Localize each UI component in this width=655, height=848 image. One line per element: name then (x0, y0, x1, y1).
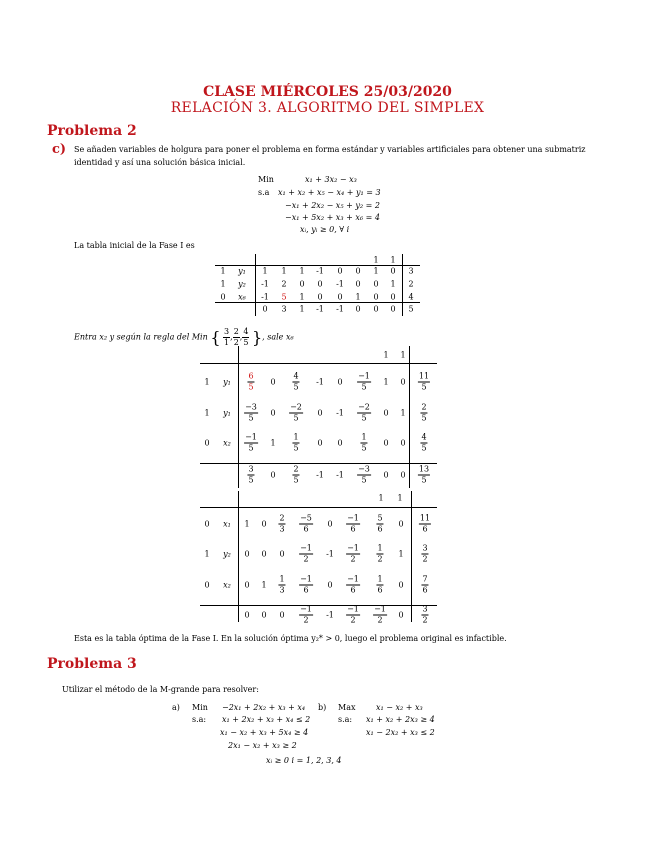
tableau-cell: 0 (279, 549, 285, 559)
tableau-cell: 1 (281, 266, 287, 276)
fraction (421, 544, 428, 565)
fraction-numerator: 3 (422, 543, 428, 553)
tableau-cell: x₂ (223, 438, 231, 448)
table-rule (411, 491, 412, 622)
tableau-cell: 0 (220, 292, 226, 302)
fraction-numerator: 4 (293, 371, 299, 381)
fraction-denominator: 5 (243, 338, 249, 347)
tableau-cell: 3 (408, 266, 414, 276)
tableau-cell: 1 (220, 279, 226, 289)
tableau-cell: y₂ (223, 549, 231, 559)
tableau-cell: 0 (244, 549, 250, 559)
fraction (421, 575, 428, 596)
tableau-cell: 1 (270, 438, 276, 448)
table-rule (200, 507, 437, 508)
fraction-numerator: 1 (377, 574, 383, 584)
tableau-cell: 1 (299, 292, 305, 302)
fraction-numerator: 1 (279, 574, 285, 584)
fraction-numerator: −1 (300, 604, 312, 614)
tableau-cell: x₆ (238, 292, 246, 302)
tableau-cell: 0 (244, 580, 250, 590)
fraction-numerator: −1 (358, 371, 370, 381)
tableau-cell: 0 (355, 279, 361, 289)
tableau-cell (376, 514, 383, 535)
artificial-cost-cell: 1 (378, 493, 384, 503)
fraction-denominator: 2 (422, 615, 428, 625)
p2-conclusion: Esta es la tabla óptima de la Fase I. En la solución óptima y₂* > 0, luego el problema original es infactible. (74, 634, 507, 643)
p3-intro: Utilizar el método de la M-grande para resolver: (62, 685, 259, 694)
fraction-numerator: 3 (248, 464, 254, 474)
tableau-cell: 1 (373, 266, 379, 276)
fraction (278, 575, 285, 596)
tableau-cell: 1 (390, 279, 396, 289)
p3b-constraint-1: x₁ + x₂ + 2x₃ ≥ 4 (366, 715, 435, 724)
model-constraint-1: x₁ + x₂ + x₅ − x₄ + y₁ = 3 (278, 188, 381, 197)
fraction-numerator: 11 (419, 513, 431, 523)
reduced-cost-cell (299, 605, 313, 626)
page-subtitle: RELACIÓN 3. ALGORITMO DEL SIMPLEX (170, 100, 485, 116)
reduced-cost-cell (421, 605, 428, 626)
reduced-cost-cell (346, 605, 360, 626)
tableau-cell: -1 (336, 279, 344, 289)
tableau-cell: 0 (337, 377, 343, 387)
fraction-numerator: 5 (377, 513, 383, 523)
fraction (421, 605, 428, 626)
fraction (376, 544, 383, 565)
fraction-denominator: 3 (279, 524, 285, 534)
tableau-cell (299, 575, 313, 596)
fraction (376, 575, 383, 596)
fraction-denominator: 6 (350, 524, 356, 534)
fraction-denominator: 2 (377, 615, 383, 625)
tableau-cell: 0 (317, 292, 323, 302)
tableau-cell (278, 575, 285, 596)
fraction-denominator: 5 (248, 413, 254, 423)
tableau-cell: -1 (261, 279, 269, 289)
fraction (299, 514, 313, 535)
fraction-denominator: 5 (293, 382, 299, 392)
fraction-numerator: 6 (248, 371, 254, 381)
artificial-cost-cell: 1 (373, 255, 379, 265)
tableau-cell: y₁ (223, 377, 231, 387)
tableau-cell (419, 514, 431, 535)
fraction-numerator: 4 (421, 432, 427, 442)
reduced-cost-cell: 5 (408, 304, 414, 314)
fraction-numerator: −1 (300, 543, 312, 553)
fraction (299, 605, 313, 626)
fraction-numerator: 7 (422, 574, 428, 584)
fraction-denominator: 5 (421, 475, 427, 485)
fraction-numerator: −3 (245, 402, 257, 412)
reduced-cost-cell: -1 (336, 470, 344, 480)
fraction-numerator: 1 (377, 543, 383, 553)
tableau-cell: 0 (261, 519, 267, 529)
fraction (376, 514, 383, 535)
problem-2-heading: Problema 2 (47, 123, 137, 139)
fraction (346, 514, 360, 535)
fraction-numerator: −1 (347, 604, 359, 614)
fraction-denominator: 5 (248, 443, 254, 453)
tableau-cell: 0 (204, 438, 210, 448)
reduced-cost-cell: 0 (383, 470, 389, 480)
model-constraint-3: −x₁ + 5x₂ + x₃ + x₆ = 4 (285, 213, 380, 222)
fraction-numerator: −1 (347, 543, 359, 553)
p3a-constraint-2: x₁ − x₂ + x₃ + 5x₄ ≥ 4 (220, 728, 309, 737)
fraction-denominator: 5 (421, 413, 427, 423)
tableau-cell: -1 (261, 292, 269, 302)
tableau-cell: 0 (398, 519, 404, 529)
reduced-cost-cell: -1 (316, 470, 324, 480)
tableau-cell: 0 (204, 580, 210, 590)
reduced-cost-cell: 0 (261, 610, 267, 620)
artificial-cost-cell: 1 (400, 350, 406, 360)
tableau-cell (421, 575, 428, 596)
model-nonnegativity: xᵢ, yᵢ ≥ 0, ∀ i (300, 225, 350, 234)
tableau-cell: 0 (270, 377, 276, 387)
pivot-cell: 5 (281, 292, 287, 302)
tableau-cell: 0 (383, 438, 389, 448)
fraction-denominator: 2 (377, 554, 383, 564)
tableau-cell (299, 514, 313, 535)
fraction-numerator: −1 (300, 574, 312, 584)
fraction (373, 605, 387, 626)
reduced-cost-cell: -1 (316, 304, 324, 314)
p3b-objective: x₁ − x₂ + x₃ (376, 703, 423, 712)
tableau-cell: 0 (337, 438, 343, 448)
reduced-cost-cell: 0 (390, 304, 396, 314)
fraction-numerator: −1 (347, 513, 359, 523)
tableau-cell: 0 (204, 519, 210, 529)
tableau-cell (421, 544, 428, 565)
tableau-cell: 0 (327, 580, 333, 590)
p3b-max-label: Max (338, 703, 356, 712)
reduced-cost-cell (373, 605, 387, 626)
reduced-cost-cell: 3 (281, 304, 287, 314)
fraction-numerator: 3 (422, 604, 428, 614)
tableau-cell: 0 (398, 580, 404, 590)
model-min-label: Min (258, 175, 274, 184)
p3a-objective: −2x₁ + 2x₂ + x₃ + x₄ (222, 703, 306, 712)
comma-separator: , (239, 332, 243, 342)
p3a-constraint-1: x₁ + 2x₂ + x₃ + x₄ ≤ 2 (222, 715, 311, 724)
tableau-cell: x₁ (223, 519, 231, 529)
artificial-cost-cell: 1 (383, 350, 389, 360)
model-sa-label: s.a (258, 188, 270, 197)
tableau-cell: 0 (270, 408, 276, 418)
fraction-denominator: 5 (421, 382, 427, 392)
comma-separator: , (230, 332, 233, 342)
tableau-cell (346, 575, 360, 596)
fraction-denominator: 5 (293, 443, 299, 453)
fraction-numerator: 2 (233, 327, 239, 336)
fraction-numerator: 13 (418, 464, 430, 474)
fraction-denominator: 5 (248, 382, 254, 392)
tableau-cell: 0 (337, 266, 343, 276)
fraction-denominator: 2 (350, 615, 356, 625)
tableau-cell: 0 (327, 519, 333, 529)
fraction-denominator: 2 (422, 554, 428, 564)
tableau-cell: y₁ (223, 408, 231, 418)
tableau-cell: 1 (299, 266, 305, 276)
reduced-cost-cell: 0 (373, 304, 379, 314)
part-c-label: c) (52, 142, 67, 157)
tableau-cell: 2 (281, 279, 287, 289)
tableau-cell: -1 (316, 377, 324, 387)
tableau-cell: 0 (400, 377, 406, 387)
fraction-numerator: 2 (279, 513, 285, 523)
reduced-cost-cell: 0 (400, 470, 406, 480)
fraction-numerator: −3 (358, 464, 370, 474)
tableau-cell (376, 544, 383, 565)
tableau-cell: 1 (383, 377, 389, 387)
p2-intro-line2: identidad y así una solución básica inicial. (74, 158, 246, 167)
fraction-denominator: 6 (377, 524, 383, 534)
fraction-denominator: 2 (350, 554, 356, 564)
tableau-cell: 1 (220, 266, 226, 276)
fraction-denominator: 5 (361, 443, 367, 453)
p3a-min-label: Min (192, 703, 208, 712)
fraction (419, 514, 431, 535)
tableau-cell: -1 (326, 549, 334, 559)
artificial-cost-cell: 1 (397, 493, 403, 503)
fraction-denominator: 5 (293, 475, 299, 485)
fraction-numerator: −1 (374, 604, 386, 614)
tableau-cell: 0 (261, 549, 267, 559)
fraction-denominator: 5 (361, 413, 367, 423)
tableau-cell: 0 (337, 292, 343, 302)
fraction-denominator: 2 (303, 615, 309, 625)
right-brace: } (251, 328, 263, 347)
tableau-cell: -1 (316, 266, 324, 276)
tableau-cell (376, 575, 383, 596)
p3a-label: a) (172, 703, 180, 712)
table1-caption: La tabla inicial de la Fase I es (74, 241, 195, 250)
fraction (278, 514, 285, 535)
table2-caption-start: Entra x₂ y según la regla del Min (74, 332, 208, 342)
tableau-cell (278, 514, 285, 535)
reduced-cost-cell: 0 (244, 610, 250, 620)
model-constraint-2: −x₁ + 2x₂ − x₅ + y₂ = 2 (285, 201, 380, 210)
model-objective: x₁ + 3x₂ − x₃ (305, 175, 357, 184)
tableau-cell: 1 (204, 408, 210, 418)
fraction-denominator: 5 (421, 443, 427, 453)
tableau-cell: 1 (400, 408, 406, 418)
tableau-cell: -1 (336, 408, 344, 418)
fraction-numerator: 1 (293, 432, 299, 442)
fraction-numerator: 2 (293, 464, 299, 474)
tableau-cell (299, 544, 313, 565)
tableau-cell: 0 (299, 279, 305, 289)
fraction-numerator: −2 (358, 402, 370, 412)
page-title: CLASE MIÉRCOLES 25/03/2020 (203, 84, 452, 100)
tableau-cell (346, 514, 360, 535)
p3b-sa-label: s.a: (338, 715, 353, 724)
fraction (346, 575, 360, 596)
fraction (346, 544, 360, 565)
reduced-cost-cell: 0 (279, 610, 285, 620)
fraction-denominator: 6 (303, 524, 309, 534)
fraction-numerator: −2 (290, 402, 302, 412)
tableau-cell: 4 (408, 292, 414, 302)
reduced-cost-cell: -1 (336, 304, 344, 314)
tableau-cell: 0 (390, 266, 396, 276)
tableau-cell: 0 (355, 266, 361, 276)
table-rule (238, 491, 239, 622)
fraction-denominator: 2 (303, 554, 309, 564)
fraction (346, 605, 360, 626)
reduced-cost-cell: 0 (398, 610, 404, 620)
tableau-cell: 1 (261, 580, 267, 590)
fraction-numerator: −1 (347, 574, 359, 584)
p3a-sa-label: s.a: (192, 715, 207, 724)
fraction-numerator: −1 (245, 432, 257, 442)
reduced-cost-cell: 0 (355, 304, 361, 314)
tableau-cell: 0 (373, 292, 379, 302)
fraction-denominator: 5 (361, 475, 367, 485)
tableau-cell: 0 (400, 438, 406, 448)
tableau-cell: x₂ (223, 580, 231, 590)
artificial-cost-cell: 1 (390, 255, 396, 265)
p2-intro-line1: Se añaden variables de holgura para poner el problema en forma estándar y variables artificiales para obtener una submatriz (74, 145, 586, 154)
tableau-cell: 2 (408, 279, 414, 289)
tableau-cell: 0 (317, 438, 323, 448)
reduced-cost-cell: 0 (270, 470, 276, 480)
fraction-numerator: 11 (418, 371, 430, 381)
reduced-cost-cell: -1 (326, 610, 334, 620)
reduced-cost-cell: 0 (262, 304, 268, 314)
table2-caption-end: , sale x₆ (262, 332, 294, 342)
tableau-cell: 1 (244, 519, 250, 529)
reduced-cost-cell: 1 (299, 304, 305, 314)
fraction-denominator: 6 (377, 585, 383, 595)
problem-3-heading: Problema 3 (47, 656, 137, 672)
p3b-constraint-2: x₁ − 2x₂ + x₃ ≤ 2 (366, 728, 435, 737)
fraction-denominator: 5 (248, 475, 254, 485)
fraction-denominator: 2 (233, 338, 239, 347)
tableau-cell: 1 (398, 549, 404, 559)
fraction-numerator: 4 (243, 327, 249, 336)
p3-nonnegativity: xᵢ ≥ 0 i = 1, 2, 3, 4 (266, 756, 342, 765)
tableau-cell: 0 (317, 408, 323, 418)
fraction-denominator: 1 (224, 338, 230, 347)
fraction-denominator: 6 (422, 524, 428, 534)
fraction-denominator: 3 (279, 585, 285, 595)
tableau-cell: 1 (262, 266, 268, 276)
tableau-cell: 1 (355, 292, 361, 302)
tableau-cell: 1 (204, 377, 210, 387)
fraction-denominator: 5 (361, 382, 367, 392)
tableau-cell (346, 544, 360, 565)
tableau-cell: 0 (383, 408, 389, 418)
fraction-numerator: 2 (421, 402, 427, 412)
tableau-cell: 0 (373, 279, 379, 289)
tableau-cell: 0 (317, 279, 323, 289)
fraction-denominator: 5 (293, 413, 299, 423)
fraction-numerator: 1 (361, 432, 367, 442)
tableau-cell: 1 (204, 549, 210, 559)
table-rule (200, 605, 437, 606)
tableau-cell: y₁ (238, 266, 246, 276)
fraction (299, 544, 313, 565)
fraction-denominator: 6 (350, 585, 356, 595)
fraction-numerator: −5 (300, 513, 312, 523)
fraction-denominator: 6 (303, 585, 309, 595)
p3b-label: b) (318, 703, 327, 712)
fraction (299, 575, 313, 596)
p3a-constraint-3: 2x₁ − x₂ + x₃ ≥ 2 (228, 741, 297, 750)
left-brace: { (210, 328, 221, 347)
fraction-numerator: 3 (224, 327, 230, 336)
tableau-cell: y₂ (238, 279, 246, 289)
fraction-denominator: 6 (422, 585, 428, 595)
tableau-cell: 0 (390, 292, 396, 302)
